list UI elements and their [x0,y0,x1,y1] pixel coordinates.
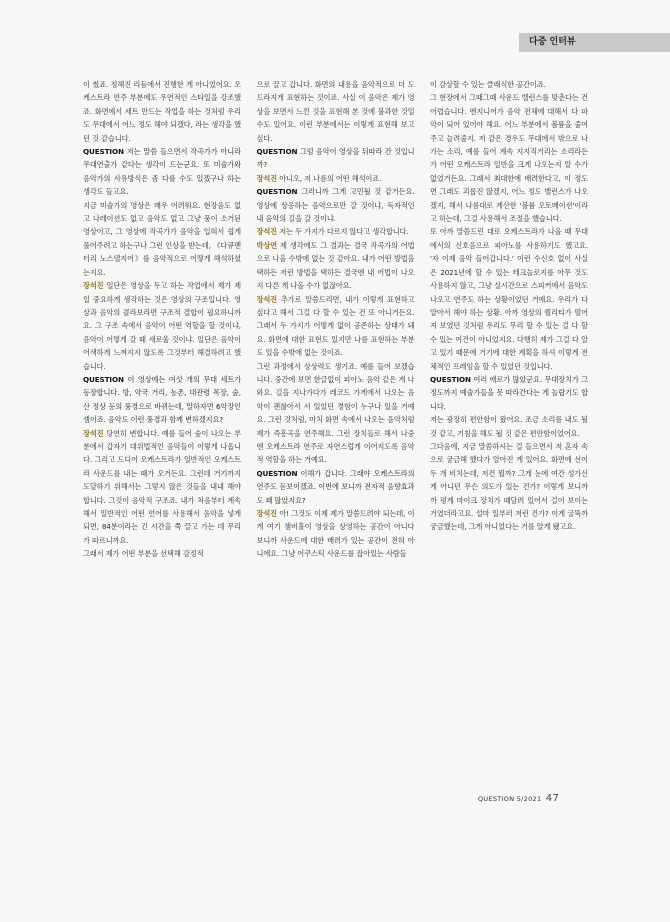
question-paragraph [430,373,588,413]
body-paragraph: 그래서 제가 어떤 부분을 선택해 감정적 [83,549,204,559]
question-paragraph [83,145,241,199]
body-paragraph: 또 아까 말씀드린 대로 오케스트라가 나올 때 무대에서의 신호음으로 피아노를 사용하기도 했고요. '자 이제 음악 들어갑니다.' 이런 수신호 없이 사실은 2021년에 할 수 있는 테크놀로지를 아무 것도 사용하지 않고, 그냥 실시간으로 스피커에서 음악도 나오고 연주도 하는 상황이었던 거예요. 우리가 다 알아서 해야 하는 상황. 아까 영상의 퀄리티가 떨어져 보였던 것처럼 우리도 무리 할 수 있는 걸 다 할 수 있는 여건이 아니었지요. 다행히 제가 그걸 다 알고 있기 때문에 거기에 대한 계획을 하셔 이렇게 전체적인 프레임을 할 수 있었던 것입니다. [430,227,588,371]
speaker-label: 장석진 [256,173,278,183]
paragraph-text: 이해가 갑니다. 그래야 오케스트라의 연주도 돋보이겠죠. 이번에 보니까 전자적 음향효과도 꽤 많았지요? [256,468,415,505]
paragraph-text: 아! 그것도 이제 제가 말씀드려야 되는데, 이게 여기 챔버홀이 영상을 상영하는 공간이 아니다 보니까 사운드에 대한 배려가 있는 공간이 전혀 아니에요. 그냥 어쿠스틱 사운드를 잡아있는 사람들 [256,509,415,559]
answer-paragraph [83,427,241,548]
magazine-issue: QUESTION 5/2021 [478,795,542,803]
body-paragraph: 그 현장에서 그때그때 사운드 밸런스를 맞춘다는 건 어렵습니다. 엔지니어가 음악 전체에 대해서 다 파악이 되어 있어야 해요. 어느 부분에서 볼륨을 줄여주고 늘려줄지. 저 같은 경우도 무대에서 밖으로 나가는 소리, 예를 들어 계속 지지직거리는 소리라든가 어떤 오케스트라 일반을 크게 나오는지 알 수가 없었거든요. 그래서 최대한에 배려한다고, 이 정도면 그래도 괴롭진 않겠지, 어느 정도 밸런스가 나오겠지, 해서 나름대로 계산한 '볼륨 오토메이션'이라고 하는데, 그걸 사용해서 조절을 했습니다. [430,93,588,224]
speaker-label: QUESTION [256,187,298,197]
column-1 [83,78,241,778]
speaker-label: QUESTION [430,374,471,384]
speaker-label: QUESTION [83,147,124,157]
body-paragraph: 그런 과정에서 상상력도 생기죠. 예를 들어 보겠습니다. 중간에 보면 한글없이 피아노 음악 같은 게 나와요. 길을 지나가다가 레코드 가게에서 나오는 음악이 괜찮아서 서 있었던 경험이 누구나 있을 거예요. 그런 것처럼, 마치 화면 속에서 나오는 음악처럼 제가 즉흥곡을 연주해요. 그런 장치들로 해서 나중엔 오케스트라 연주로 자연스럽게 이어지도록 음악적 역할을 하는 거예요. [256,361,415,465]
body-paragraph: 으로 끌고 갑니다. 화면의 내용을 음악적으로 더 도드라지게 표현하는 것이죠. 사실 이 음악은 제가 영상을 보면서 느낀 것을 표현해 본 것에 불과한 것일 수도 있어요. 이런 부분에서는 이렇게 표현해 보고 싶다. [256,80,415,143]
column-2 [257,78,415,778]
speaker-label: 박상연 [256,240,278,250]
answer-paragraph [257,225,415,238]
answer-paragraph [257,239,415,293]
question-paragraph [257,145,415,172]
body-paragraph: 이 감상할 수 있는 클래식한 공간이죠. [430,80,546,89]
paragraph-text: 저는 말씀 들으면서 작곡가가 아니라 무대연출가 같다는 생각이 드는군요. 또 미술가와 음악가의 사유방식은 좀 다를 수도 있겠구나 하는 생각도 들고요. [83,147,241,197]
paragraph-text: 추가로 말씀드리면, 내가 이렇게 표현하고 싶다고 해서 그걸 다 할 수 있는 건 또 아니거든요. 그래서 두 가지가 어떻게 없이 공존하는 상태가 돼요. 화면에 대한 표현도 있지만 나를 표현하는 부분도 있을 수밖에 없는 것이죠. [256,294,415,358]
question-paragraph [83,373,241,427]
body-paragraph: 지금 미술가의 영상은 매우 어려워요. 현장음도 없고 나레이션도 없고 음악도 없고 그냥 풍이 소거된 영상이고, 그 영상에 작곡가가 음악을 입혀서 쉽게 풀어주려고 하는구나 그런 인상을 받는데, 《다큐멘터리 노스탤지어》를 음악적으로 어떻게 해석하셨는지요. [83,200,241,277]
paragraph-text: 아니오, 저 나름의 어떤 해석이죠. [277,173,382,183]
paragraph-text: 당연히 변합니다. 예를 들어 숲이 나오는 부분에서 갑자기 대위법적인 음악들이 이렇게 나옵니다. 그리고 드디어 오케스트라가 일반적인 오케스트라 사운드를 내는 때가 오거든요. 그런데 거기까지 도달하기 위해서는 그렇지 않은 것들을 내내 해야 합니다. 그것이 음악적 구조죠. 내가 처음부터 계속해서 일반적인 어떤 언어를 사용해서 음악을 넣게 되면, 84분이라는 긴 시간을 쭉 끌고 가는 데 무리가 따르니까요. [83,428,241,545]
speaker-label: QUESTION [83,374,124,384]
answer-paragraph [257,507,415,561]
body-paragraph: 이 썼죠. 정해진 리듬에서 진행한 게 아니었어요. 오케스트라 연주 부분에도 우연적인 스타일을 강조했죠. 화면에서 세트 만드는 작업을 하는 것처럼 우리도 무대에서 어느 정도 해야 되겠다, 라는 생각을 했던 것 같습니다. [83,80,241,143]
question-paragraph [257,185,415,225]
speaker-label: 장석진 [83,281,104,291]
question-paragraph [257,467,415,507]
paragraph-text: 저는 두 가지가 다르지 않다고 생각합니다. [277,227,409,237]
body-paragraph: 그다음에, 지금 말씀하시는 걸 들으면서 저 혼자 속으로 궁금해 했다가 알아진 게 있어요. 화면에 선이 두 개 비치는데, 저건 뭘까? 그게 눈에 여간 성가신 게 아니던 무슨 의도가 있는 건가? 이렇게 보니까 까 평계 마이크 장치가 때달려 있어서 걸이 보이는 거였더라고요. 설마 일부러 저런 건가? 이게 굴뚝까 궁금했는데, 그게 아니었다는 거를 알게 됐고요. [430,441,588,532]
answer-paragraph [257,293,415,360]
answer-paragraph [83,279,241,373]
speaker-label: QUESTION [256,147,298,157]
page-number: 47 [545,793,560,804]
page-footer [478,793,559,804]
speaker-label: 장석진 [256,227,278,237]
body-paragraph: 저는 광장히 편안함이 왔어요. 조금 소리를 내도 될 것 같고, 기침을 해도 될 것 같은 편안함이었어요. [430,415,588,438]
speaker-label: 장석진 [256,294,278,304]
section-tag: 다중 인터뷰 [519,33,670,52]
column-3 [430,78,588,778]
paragraph-text: 그럼 음악이 영상을 뒤따라 간 것입니까? [256,147,415,170]
article-columns [83,78,588,778]
speaker-label: 장석진 [83,428,104,438]
paragraph-text: 이 영상에는 여섯 개의 무대 세트가 등장합니다. 방, 약국 거리, 농촌, 대관령 목장, 숲, 산 정상 등의 풍경으로 바뀌는데, 말하자면 6악장인 셈이죠. 음악도 이런 풍경과 함께 변하겠지요? [83,374,241,425]
paragraph-text: 일단은 영상을 두고 하는 작업에서 제가 제일 중요하게 생각하는 것은 영상의 구조입니다. 영상과 음악의 콜라보라면 구조적 결합이 필요하니까요. 그 구조 속에서 음악이 어떤 역할을 할 것이냐, 음악이 어떻게 갈 때 새로울 것이냐. 일단은 음악이 어색하게 느껴지지 않도록 그것부터 해결하려고 했습니다. [83,281,241,371]
paragraph-text: 여러 애로가 많았군요. 무대장치가 그 정도까지 예술가들을 못 따라간다는 게 놀랍기도 합니다. [430,374,588,411]
speaker-label: 장석진 [256,509,278,518]
paragraph-text: 제 생각에도 그 결과는 결국 작곡가의 어법으로 나올 수밖에 없는 것 같아요. 내가 어떤 방법을 택하든 저런 방법을 택하든 결국엔 내 어법이 나오지 다른 게 나올 수가 없잖아요. [256,240,415,291]
paragraph-text: 그러니까 그게 고민될 것 같거든요. 영상에 상응하는 음악으로만 갈 것이냐, 독자적인 내 음악의 길을 갈 것이냐. [256,187,415,224]
speaker-label: QUESTION [256,468,298,478]
answer-paragraph [257,172,415,185]
